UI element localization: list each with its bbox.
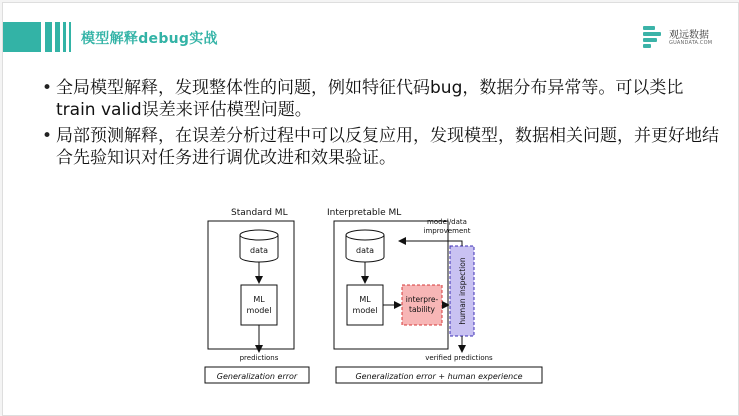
bullet-list [39,77,719,173]
improvement-line2: improvement [423,227,471,235]
bullet-item [39,125,719,169]
standard-error-label: Generalization error [216,372,298,381]
stacked-bars-logo-icon [643,26,663,48]
brand-logo [643,23,733,53]
ml-comparison-diagram [199,199,551,389]
bullet-dot: • [42,126,53,146]
standard-model-box [241,285,277,325]
standard-model-line2: model [246,306,272,315]
interpretable-model-line2: model [352,306,378,315]
improvement-arrow [399,241,462,246]
interpretability-line1: interpre- [405,295,439,304]
interpretable-ml-title: Interpretable ML [327,208,402,218]
bullet-text: 局部预测解释，在误差分析过程中可以反复应用，发现模型，数据相关问题，并更好地结合先验知识对任务进行调优改进和效果验证。 [56,126,719,168]
bullet-text: 全局模型解释，发现整体性的问题，例如特征代码bug，数据分布异常等。可以类比train valid误差来评估模型问题。 [56,78,684,120]
human-inspection-label: human inspection [458,257,467,325]
bullet-item [39,77,719,121]
brand-name: 观远数据 [669,30,709,41]
slide [2,2,739,416]
standard-ml-title: Standard ML [231,208,288,218]
interpretable-data-label: data [355,246,375,255]
improvement-line1: model/data [427,218,467,226]
interpretable-model-line1: ML [359,295,371,304]
interpretability-line2: tability [409,305,435,314]
brand-domain: GUANDATA.COM [669,40,713,46]
standard-predictions-label: predictions [239,354,279,362]
page-title: 模型解释debug实战 [81,31,218,47]
bullet-dot: • [42,78,53,98]
interpretable-error-label: Generalization error + human experience [355,372,523,381]
interpretable-model-box [347,285,383,325]
verified-predictions-label: verified predictions [425,354,493,362]
standard-model-line1: ML [253,295,265,304]
standard-data-label: data [249,246,269,255]
